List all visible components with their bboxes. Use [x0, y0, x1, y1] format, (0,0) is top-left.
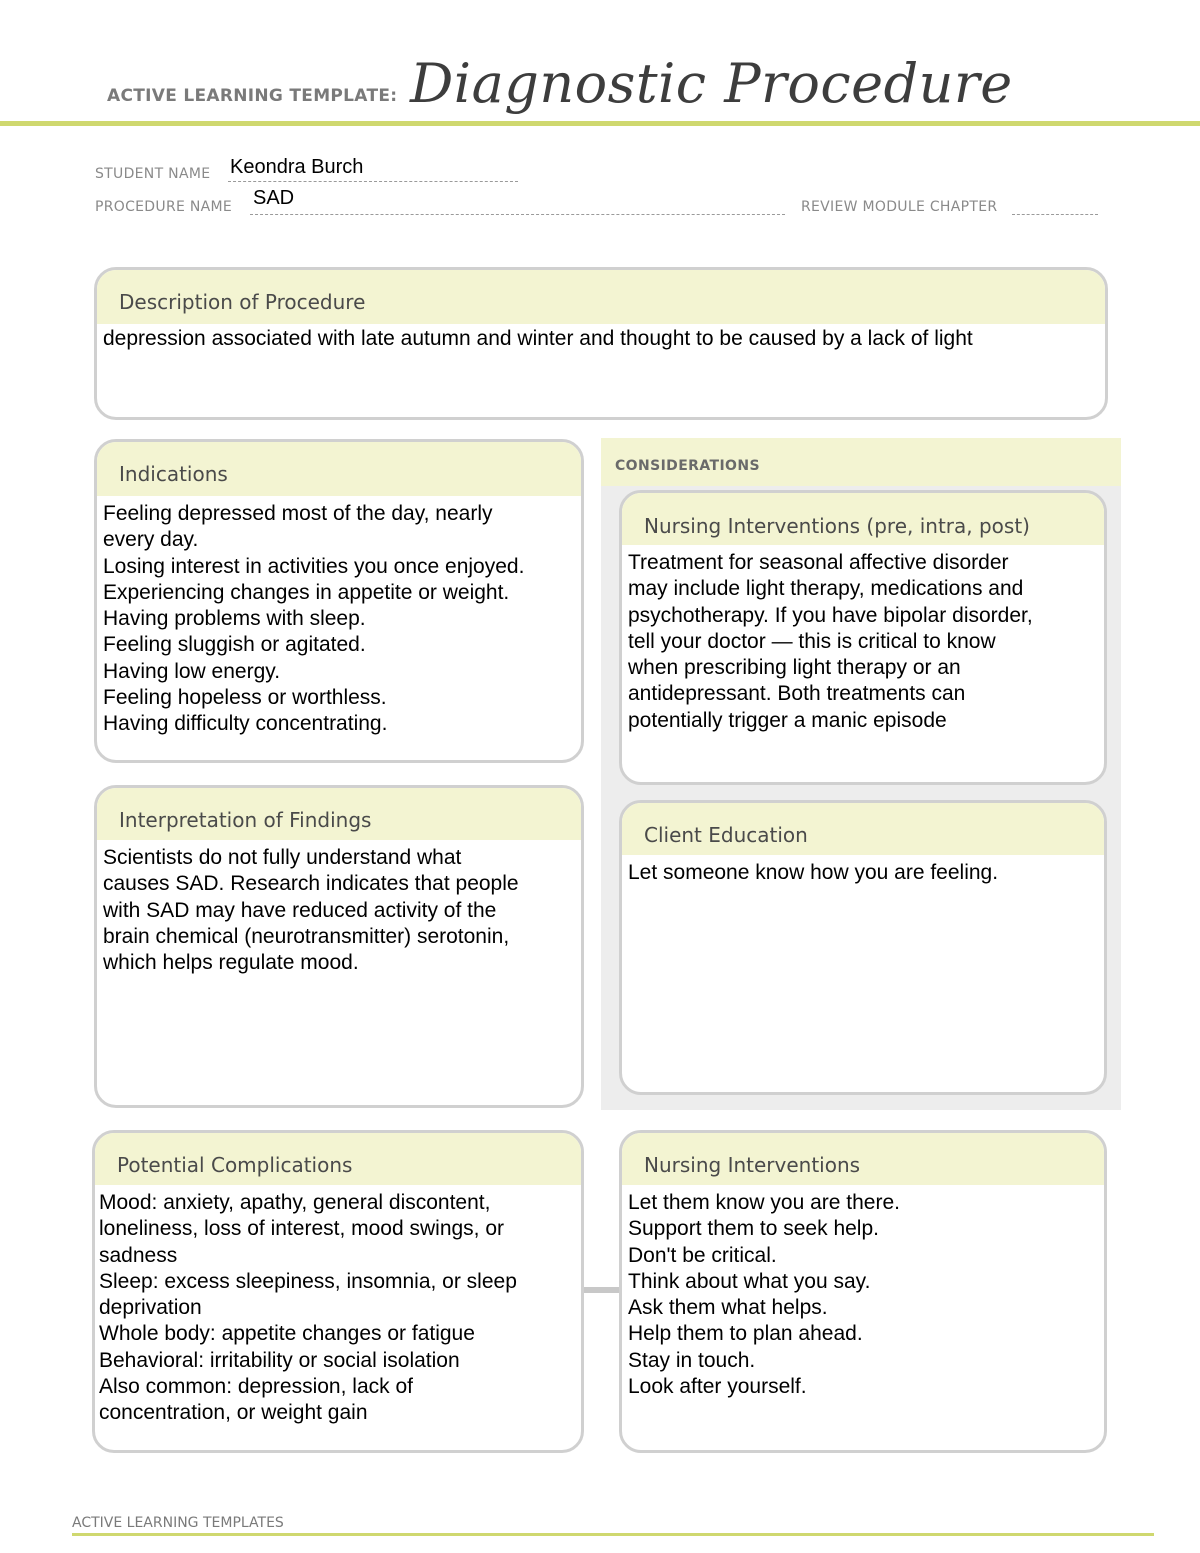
- text-line: Let someone know how you are feeling.: [628, 861, 999, 884]
- client-education-box: [619, 800, 1107, 1095]
- text-line: Mood: anxiety, apathy, general discontent,: [99, 1191, 491, 1214]
- nursing-interventions-title: Nursing Interventions: [644, 1153, 861, 1177]
- nursing-interventions-prepost-text[interactable]: [622, 545, 1104, 734]
- indications-title: Indications: [119, 462, 228, 486]
- text-line: Having difficulty concentrating.: [103, 712, 388, 736]
- text-line: Think about what you say.: [628, 1269, 871, 1293]
- footer-divider: [72, 1533, 1154, 1536]
- procedure-name-underline: [250, 214, 785, 215]
- nursing-interventions-header: [622, 1133, 1104, 1185]
- nursing-interventions-prepost-header: [622, 493, 1104, 545]
- complications-title: Potential Complications: [117, 1153, 353, 1177]
- nursing-interventions-prepost-title: Nursing Interventions (pre, intra, post): [644, 514, 1030, 538]
- student-name-underline: [228, 181, 518, 182]
- nursing-interventions-box: [619, 1130, 1107, 1453]
- description-title: Description of Procedure: [119, 290, 366, 314]
- indications-text[interactable]: [97, 496, 581, 738]
- text-line: Having problems with sleep.: [103, 607, 366, 631]
- text-line: Look after yourself.: [628, 1375, 807, 1399]
- student-name-field[interactable]: Keondra Burch: [230, 156, 364, 178]
- procedure-name-label: PROCEDURE NAME: [95, 199, 233, 215]
- considerations-label: CONSIDERATIONS: [615, 458, 760, 474]
- interpretation-box: [94, 785, 584, 1108]
- header-divider: [0, 121, 1200, 126]
- interpretation-text[interactable]: [97, 840, 581, 976]
- text-line: deprivation: [99, 1296, 202, 1320]
- text-line: Feeling depressed most of the day, nearly: [103, 502, 493, 525]
- client-education-title: Client Education: [644, 823, 808, 847]
- client-education-text[interactable]: [622, 855, 1104, 886]
- text-line: sadness: [99, 1243, 178, 1267]
- text-line: causes SAD. Research indicates that people: [103, 872, 519, 896]
- text-line: Treatment for seasonal affective disorder: [628, 551, 1009, 574]
- text-line: every day.: [103, 528, 199, 552]
- text-line: Help them to plan ahead.: [628, 1322, 863, 1346]
- text-line: Don't be critical.: [628, 1243, 777, 1267]
- complications-box: [92, 1130, 584, 1453]
- text-line: Ask them what helps.: [628, 1296, 828, 1320]
- text-line: Let them know you are there.: [628, 1191, 900, 1214]
- interpretation-title: Interpretation of Findings: [119, 808, 372, 832]
- review-module-field[interactable]: [1012, 214, 1098, 215]
- text-line: when prescribing light therapy or an: [628, 656, 961, 680]
- text-line: Also common: depression, lack of: [99, 1375, 413, 1399]
- complications-text[interactable]: [95, 1185, 581, 1427]
- text-line: Support them to seek help.: [628, 1217, 879, 1241]
- text-line: Sleep: excess sleepiness, insomnia, or sleep: [99, 1269, 517, 1293]
- text-line: Behavioral: irritability or social isolation: [99, 1348, 460, 1372]
- review-module-label: REVIEW MODULE CHAPTER: [801, 199, 998, 215]
- interpretation-header: [97, 788, 581, 840]
- text-line: which helps regulate mood.: [103, 951, 359, 975]
- text-line: Losing interest in activities you once enjoyed.: [103, 554, 525, 578]
- box-connector: [583, 1287, 621, 1293]
- text-line: Feeling sluggish or agitated.: [103, 633, 366, 657]
- nursing-interventions-prepost-box: [619, 490, 1107, 785]
- text-line: antidepressant. Both treatments can: [628, 682, 966, 706]
- text-line: may include light therapy, medications and: [628, 577, 1024, 601]
- indications-header: [97, 442, 581, 496]
- template-label: ACTIVE LEARNING TEMPLATE:: [107, 86, 398, 106]
- text-line: Stay in touch.: [628, 1348, 756, 1372]
- description-header: [97, 270, 1105, 324]
- procedure-name-field[interactable]: SAD: [253, 187, 295, 209]
- text-line: Whole body: appetite changes or fatigue: [99, 1322, 475, 1346]
- text-line: loneliness, loss of interest, mood swings, or: [99, 1217, 505, 1241]
- client-education-header: [622, 803, 1104, 855]
- student-name-label: STUDENT NAME: [95, 166, 211, 182]
- text-line: concentration, or weight gain: [99, 1401, 368, 1425]
- footer-text: ACTIVE LEARNING TEMPLATES: [72, 1515, 284, 1531]
- nursing-interventions-text[interactable]: [622, 1185, 1104, 1400]
- text-line: psychotherapy. If you have bipolar disorder,: [628, 603, 1033, 627]
- text-line: potentially trigger a manic episode: [628, 708, 947, 732]
- complications-header: [95, 1133, 581, 1185]
- indications-box: [94, 439, 584, 763]
- text-line: Scientists do not fully understand what: [103, 846, 462, 869]
- description-box: [94, 267, 1108, 420]
- text-line: with SAD may have reduced activity of the: [103, 898, 497, 922]
- text-line: tell your doctor — this is critical to know: [628, 629, 996, 653]
- text-line: Feeling hopeless or worthless.: [103, 686, 387, 710]
- description-text[interactable]: depression associated with late autumn and winter and thought to be caused by a lack of light: [103, 327, 973, 350]
- text-line: brain chemical (neurotransmitter) serotonin,: [103, 924, 510, 948]
- page-title: Diagnostic Procedure: [410, 52, 1013, 115]
- text-line: Experiencing changes in appetite or weight.: [103, 580, 510, 604]
- text-line: Having low energy.: [103, 659, 281, 683]
